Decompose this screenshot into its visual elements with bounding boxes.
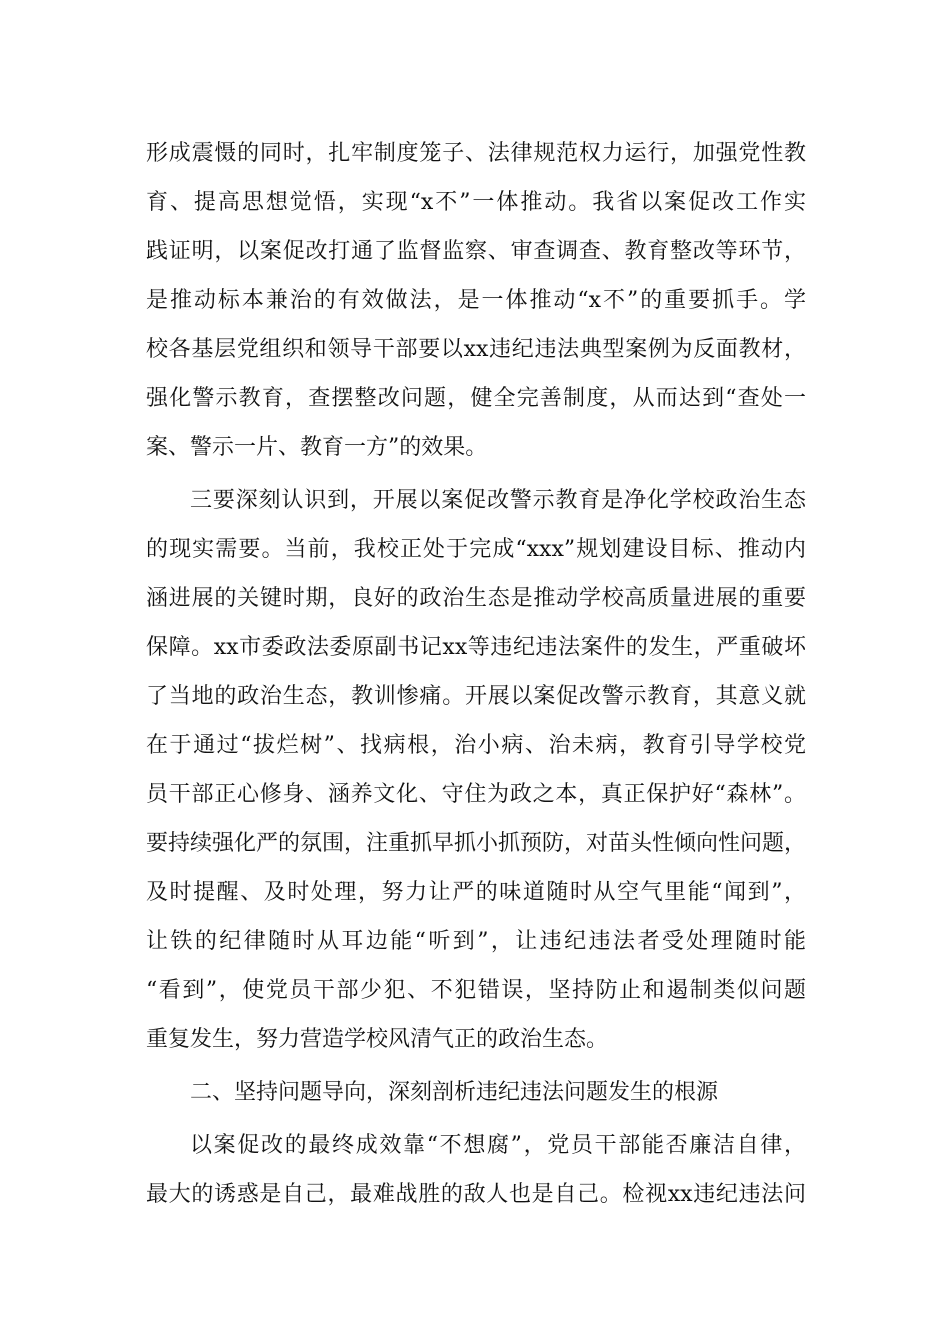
body-text-line: 在于通过“拔烂树”、找病根，治小病、治未病，教育引导学校党 — [146, 733, 806, 758]
body-text-line: 要持续强化严的氛围，注重抓早抓小抓预防，对苗头性倾向性问题， — [146, 831, 806, 856]
body-text-line: 案、警示一片、教育一方”的效果。 — [146, 435, 488, 460]
body-text-line: 以案促改的最终成效靠“不想腐”，党员干部能否廉洁自律， — [190, 1133, 806, 1158]
body-text-line: 重复发生，努力营造学校风清气正的政治生态。 — [146, 1027, 609, 1052]
body-text-line: 最大的诱惑是自己，最难战胜的敌人也是自己。检视xx违纪违法问 — [146, 1182, 806, 1207]
section-heading: 二、坚持问题导向，深刻剖析违纪违法问题发生的根源 — [190, 1080, 719, 1105]
body-text-line: 了当地的政治生态，教训惨痛。开展以案促改警示教育，其意义就 — [146, 684, 806, 709]
body-text-line: 及时提醒、及时处理，努力让严的味道随时从空气里能“闻到”， — [146, 880, 806, 905]
body-text-line: 保障。xx市委政法委原副书记xx等违纪违法案件的发生，严重破坏 — [146, 635, 806, 660]
body-text-line: “看到”，使党员干部少犯、不犯错误，坚持防止和遏制类似问题 — [146, 978, 806, 1003]
body-text-line: 强化警示教育，查摆整改问题，健全完善制度，从而达到“查处一 — [146, 386, 806, 411]
body-text-line: 员干部正心修身、涵养文化、守住为政之本，真正保护好“森林”。 — [146, 782, 806, 807]
body-text-line: 三要深刻认识到，开展以案促改警示教育是净化学校政治生态 — [190, 488, 806, 513]
body-text-line: 育、提高思想觉悟，实现“x不”一体推动。我省以案促改工作实 — [146, 190, 806, 215]
body-text-line: 校各基层党组织和领导干部要以xx违纪违法典型案例为反面教材， — [146, 337, 806, 362]
body-text-line: 形成震慑的同时，扎牢制度笼子、法律规范权力运行，加强党性教 — [146, 141, 806, 166]
body-text-line: 涵进展的关键时期，良好的政治生态是推动学校高质量进展的重要 — [146, 586, 806, 611]
body-text-line: 是推动标本兼治的有效做法，是一体推动“x不”的重要抓手。学 — [146, 288, 806, 313]
body-text-line: 践证明，以案促改打通了监督监察、审查调查、教育整改等环节， — [146, 239, 806, 264]
body-text-line: 的现实需要。当前，我校正处于完成“xxx”规划建设目标、推动内 — [146, 537, 806, 562]
body-text-line: 让铁的纪律随时从耳边能“听到”，让违纪违法者受处理随时能 — [146, 929, 806, 954]
